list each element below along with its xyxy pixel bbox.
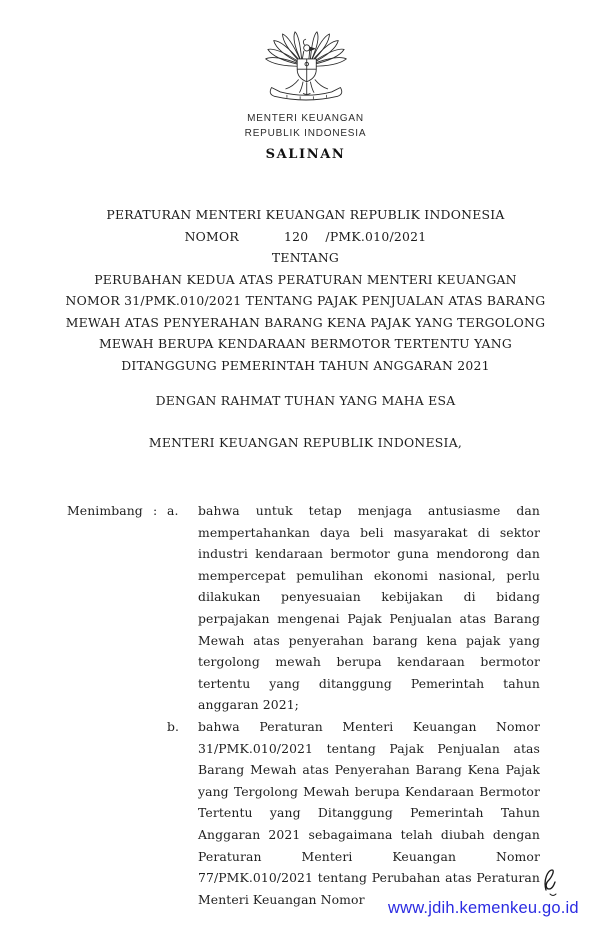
considering-colon: :: [153, 503, 158, 518]
letterhead: [0, 24, 611, 162]
subject-line-4: MEWAH BERUPA KENDARAAN BERMOTOR TERTENTU YANG: [99, 336, 512, 351]
ministry-name-line2: REPUBLIK INDONESIA: [244, 128, 367, 139]
item-a-marker: a.: [167, 503, 179, 518]
item-b-marker: b.: [167, 718, 180, 734]
item-b-text: bahwa Peraturan Menteri Keuangan Nomor 31/PMK.010/2021 tentang Pajak Penjualan atas Barang Mewah atas Penyerahan Barang Kena Pajak yang Tergolong Mewah berupa Kendaraan Bermotor Tertentu yang Ditanggung Pemerintah Tahun Anggaran 2021 sebagaimana telah diubah dengan Peraturan Menteri Keuangan Nomor 77/PMK.010/2021 tentang Perubahan atas Peraturan Menteri Keuangan Nomor: [198, 718, 540, 907]
considering-label: Menimbang: [67, 503, 143, 518]
regulation-number-line: [0, 226, 611, 248]
subject-line-1: PERUBAHAN KEDUA ATAS PERATURAN MENTERI KEUANGAN: [94, 271, 517, 287]
paraf-signature-mark-icon: [540, 868, 562, 898]
salinan-copy-label: SALINAN: [265, 147, 346, 162]
nomor-suffix: /PMK.010/2021: [325, 228, 427, 244]
subject-line-3: MEWAH ATAS PENYERAHAN BARANG KENA PAJAK YANG TERGOLONG: [65, 314, 546, 330]
considering-items: [167, 500, 540, 910]
regulation-heading: PERATURAN MENTERI KEUANGAN REPUBLIK INDONESIA: [106, 207, 505, 222]
jdih-website-link[interactable]: www.jdih.kemenkeu.go.id: [388, 899, 579, 917]
tentang-label: TENTANG: [271, 250, 340, 265]
considering-item-b: [167, 716, 540, 910]
regulation-title-block: [0, 204, 611, 376]
subject-line-2: NOMOR 31/PMK.010/2021 TENTANG PAJAK PENJUALAN ATAS BARANG: [65, 293, 546, 308]
nomor-value: 120: [284, 228, 309, 244]
subject-line-5: DITANGGUNG PEMERINTAH TAHUN ANGGARAN 2021: [121, 357, 490, 373]
invocation-line: DENGAN RAHMAT TUHAN YANG MAHA ESA: [155, 393, 456, 408]
ministry-name-line1: MENTERI KEUANGAN: [247, 113, 364, 124]
nomor-label: NOMOR: [184, 228, 239, 244]
considering-section: [67, 500, 540, 910]
issuer-line: MENTERI KEUANGAN REPUBLIK INDONESIA,: [148, 435, 463, 450]
considering-item-a: [167, 500, 540, 716]
garuda-pancasila-emblem-icon: [262, 24, 350, 110]
item-a-text: bahwa untuk tetap menjaga antusiasme dan mempertahankan daya beli masyarakat di sektor industri kendaraan bermotor guna mendorong dan mempercepat pemulihan ekonomi nasional, perlu dilakukan penyesuaian kebijakan di bidang perpajakan mengenai Pajak Penjualan atas Barang Mewah atas penyerahan barang kena pajak yang tergolong mewah berupa kendaraan bermotor tertentu yang ditanggung Pemerintah tahun anggaran 2021;: [198, 503, 540, 713]
